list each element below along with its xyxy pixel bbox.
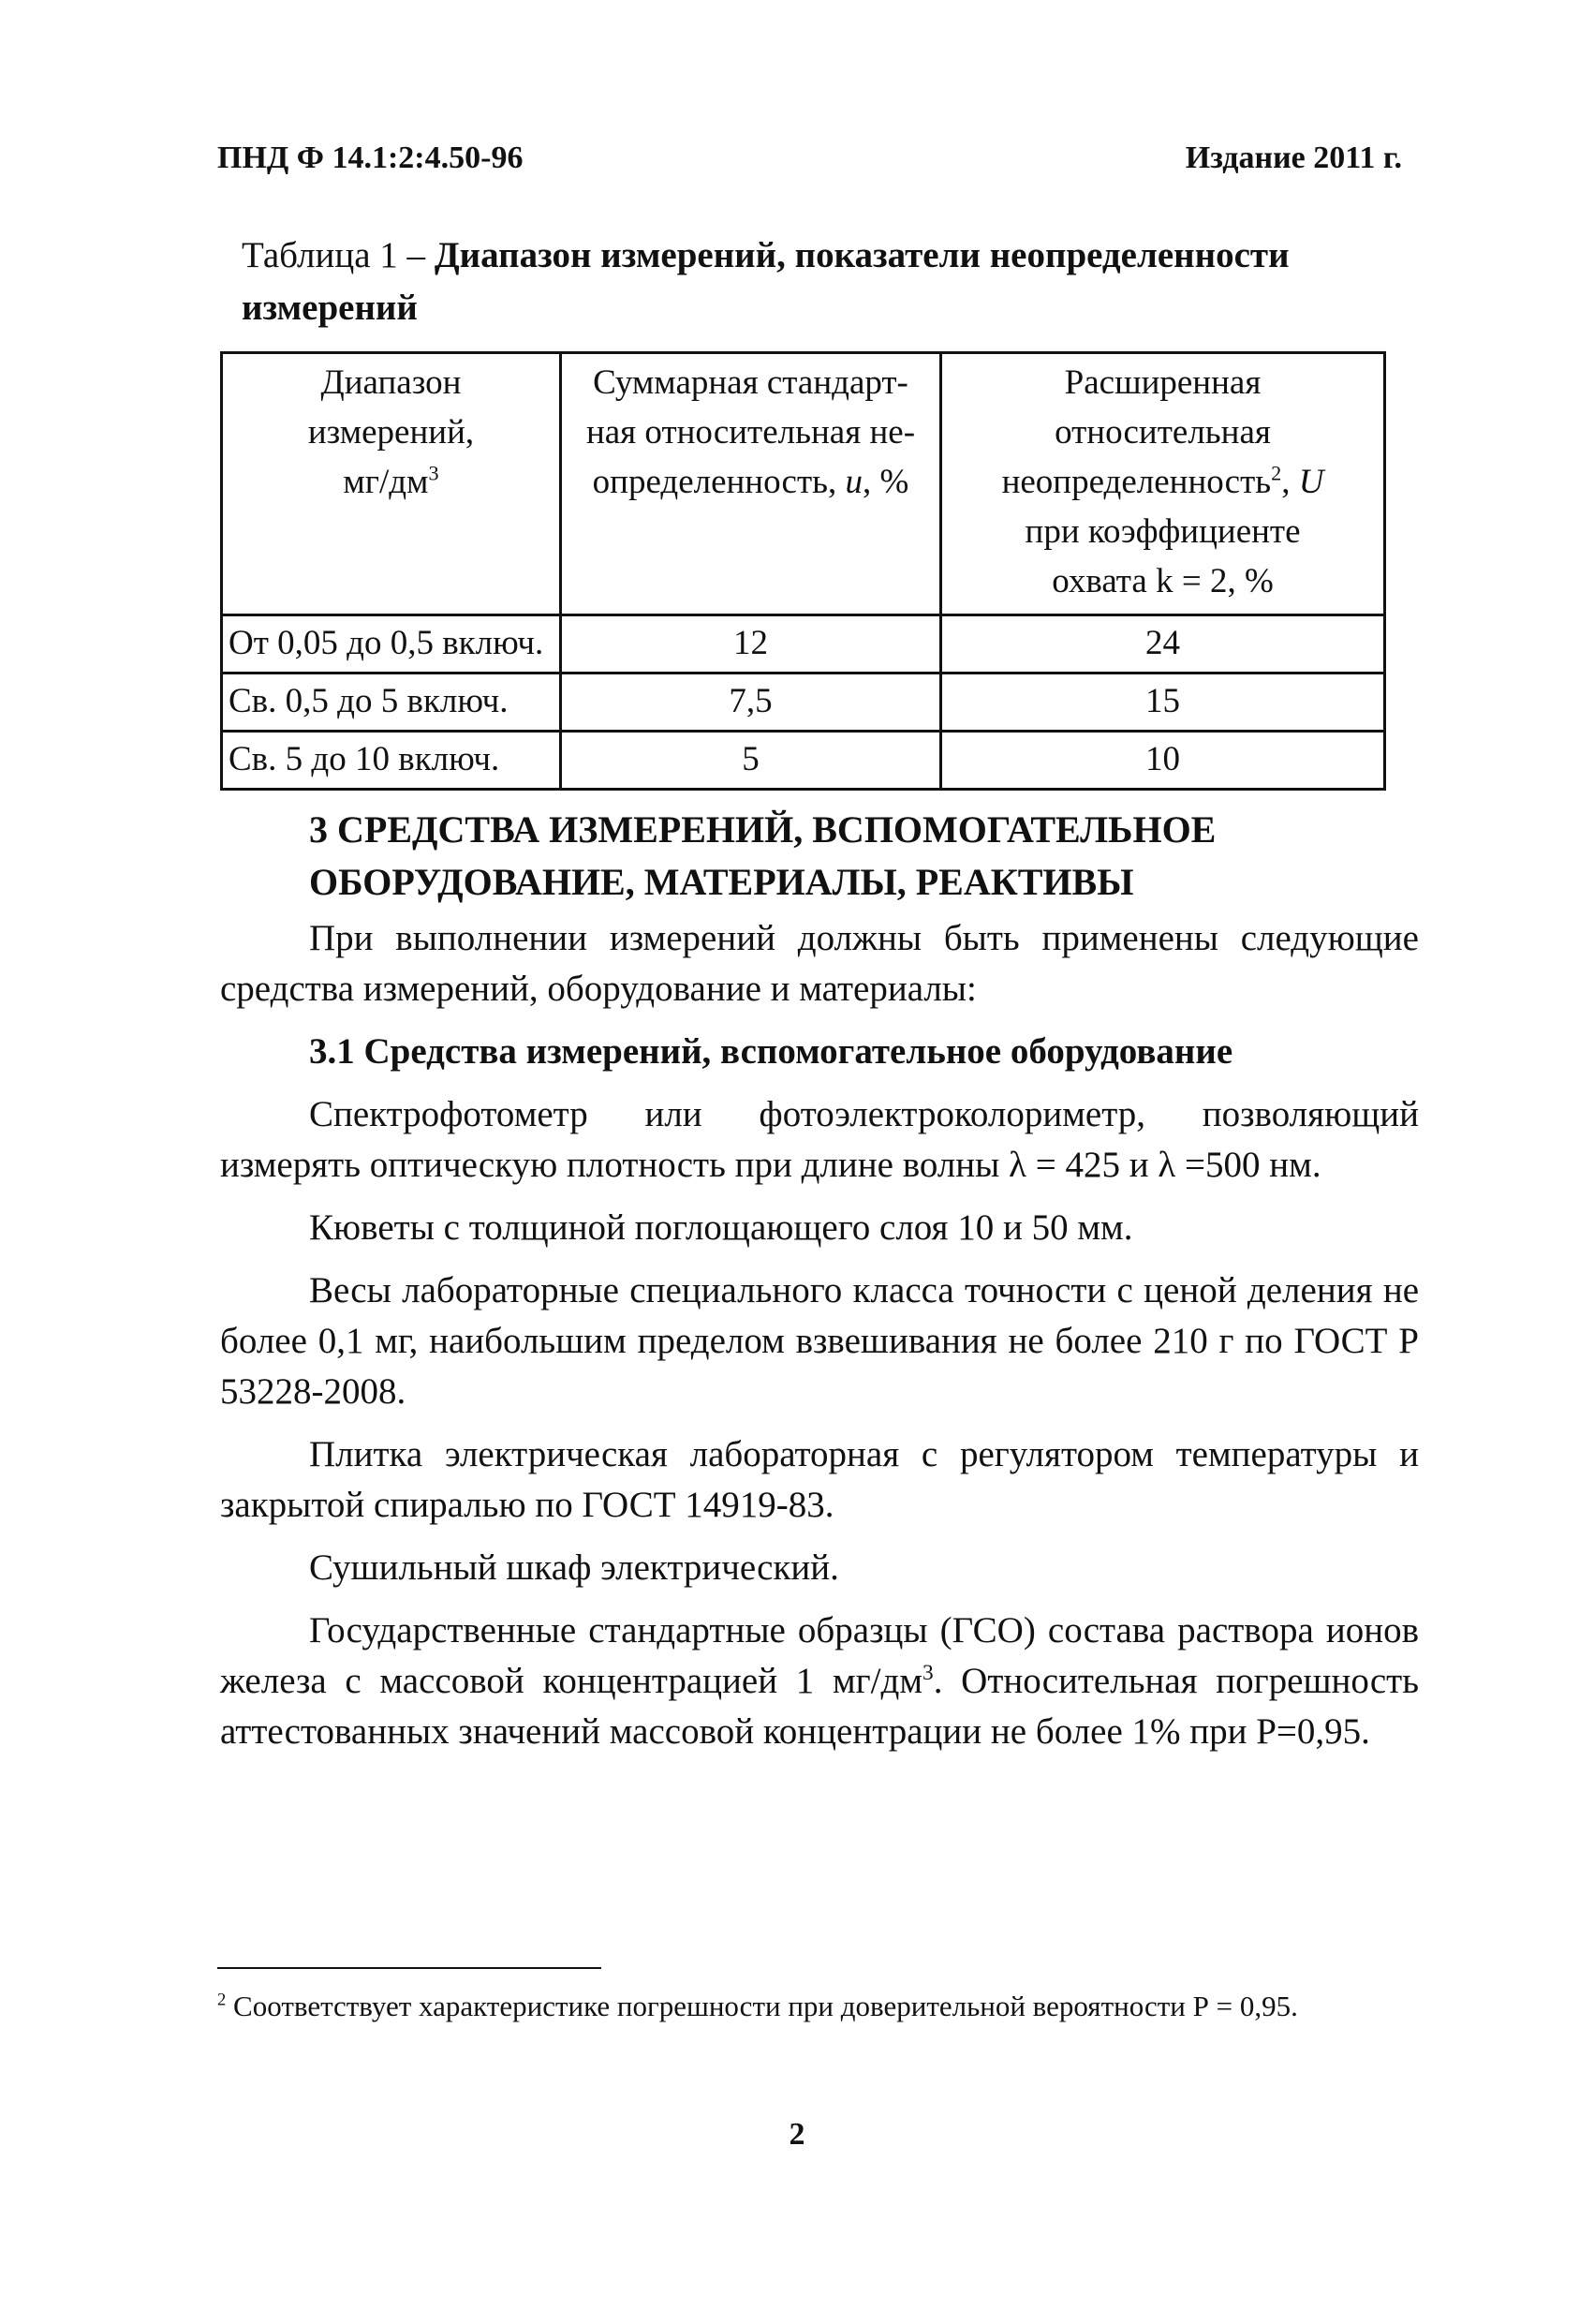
header-range-line: мг/дм — [343, 463, 429, 501]
header-U-line: неопределенность — [1001, 463, 1272, 501]
table-header-row — [222, 353, 1385, 615]
cell-U: 24 — [941, 615, 1385, 674]
header-range-line: Диапазон — [320, 363, 462, 402]
paragraph-scales: Весы лабораторные специального класса точности с ценой деления не более 0,1 мг, наибольшим пределом взвешивания не более 210 г по ГОСТ Р 53228-2008. — [220, 1270, 1419, 1412]
cell-u: 12 — [560, 615, 940, 674]
paragraph-reference-samples — [220, 1606, 1419, 1757]
header-range — [222, 353, 561, 615]
cell-U: 10 — [941, 732, 1385, 790]
page-number: 2 — [789, 2117, 805, 2152]
section-title-line: ОБОРУДОВАНИЕ, МАТЕРИАЛЫ, РЕАКТИВЫ — [309, 861, 1134, 903]
header-u-line: Суммарная стандарт- — [593, 363, 908, 402]
section-3-title — [309, 804, 1386, 909]
section-title-line: 3 СРЕДСТВА ИЗМЕРЕНИЙ, ВСПОМОГАТЕЛЬНОЕ — [309, 808, 1217, 851]
footnote-mark: 2 — [217, 1990, 227, 2010]
header-U-symbol: U — [1298, 463, 1324, 501]
table-row — [222, 732, 1385, 790]
header-U-line: Расширенная — [1064, 363, 1262, 402]
header-range-line: измерений, — [307, 413, 475, 451]
header-u-unit: , % — [863, 463, 909, 501]
table-caption-label: Таблица 1 – — [242, 235, 435, 275]
cell-U: 15 — [941, 674, 1385, 732]
intro-paragraph: При выполнении измерений должны быть применены следующие средства измерений, оборудование и материалы: — [220, 918, 1419, 1009]
footnote — [217, 1988, 1435, 2025]
paragraph-cuvettes: Кюветы с толщиной поглощающего слоя 10 и 50 мм. — [309, 1207, 1133, 1248]
header-U-sep: , — [1281, 463, 1299, 501]
cell-range: От 0,05 до 0,5 включ. — [222, 615, 561, 674]
header-range-sup: 3 — [428, 461, 439, 485]
paragraph-drying-cabinet: Сушильный шкаф электрический. — [309, 1547, 839, 1588]
table-caption-title: Диапазон измерений, показатели неопределенности измерений — [242, 235, 1290, 328]
footnote-divider — [217, 1967, 601, 1969]
table-row — [222, 674, 1385, 732]
header-U-line: относительная — [1055, 413, 1271, 451]
header-u-line: определенность, — [592, 463, 846, 501]
header-u-line: ная относительная не- — [585, 413, 916, 451]
paragraph-hotplate: Плитка электрическая лабораторная с регулятором температуры и закрытой спиралью по ГОСТ 14919-83. — [220, 1434, 1419, 1525]
header-U-line: при коэффициенте — [1025, 512, 1301, 551]
paragraph-spectrophotometer: Спектрофотометр или фотоэлектроколориметр, позволяющий измерять оптическую плотность при длине волны λ = 425 и λ =500 нм. — [220, 1094, 1419, 1185]
gso-text: Государственные стандартные образцы (ГСО) состава раствора ионов железа с массовой концентрацией 1 мг/дм — [220, 1610, 1419, 1701]
header-expanded-uncertainty — [941, 353, 1385, 615]
gso-sup: 3 — [922, 1661, 934, 1685]
document-code: ПНД Ф 14.1:2:4.50-96 — [217, 141, 524, 175]
table-row — [222, 615, 1385, 674]
header-u-symbol: u — [845, 463, 863, 501]
measurement-range-table — [220, 351, 1386, 791]
header-U-sup: 2 — [1271, 461, 1282, 485]
cell-u: 5 — [560, 732, 940, 790]
cell-range: Св. 0,5 до 5 включ. — [222, 674, 561, 732]
cell-range: Св. 5 до 10 включ. — [222, 732, 561, 790]
cell-u: 7,5 — [560, 674, 940, 732]
table-caption — [242, 229, 1365, 334]
section-3-body — [220, 913, 1419, 1769]
edition-label: Издание 2011 г. — [1185, 141, 1402, 175]
footnote-text: Соответствует характеристике погрешности при доверительной вероятности Р = 0,95. — [226, 1990, 1298, 2022]
subsection-3-1-title: 3.1 Средства измерений, вспомогательное оборудование — [309, 1031, 1233, 1072]
header-U-line: охвата k = 2, % — [1052, 562, 1274, 600]
gso-text-tail: . Относительная погрешность аттестованных значений массовой концентрации не более 1% при Р=0,95. — [220, 1661, 1419, 1752]
header-combined-uncertainty — [560, 353, 940, 615]
